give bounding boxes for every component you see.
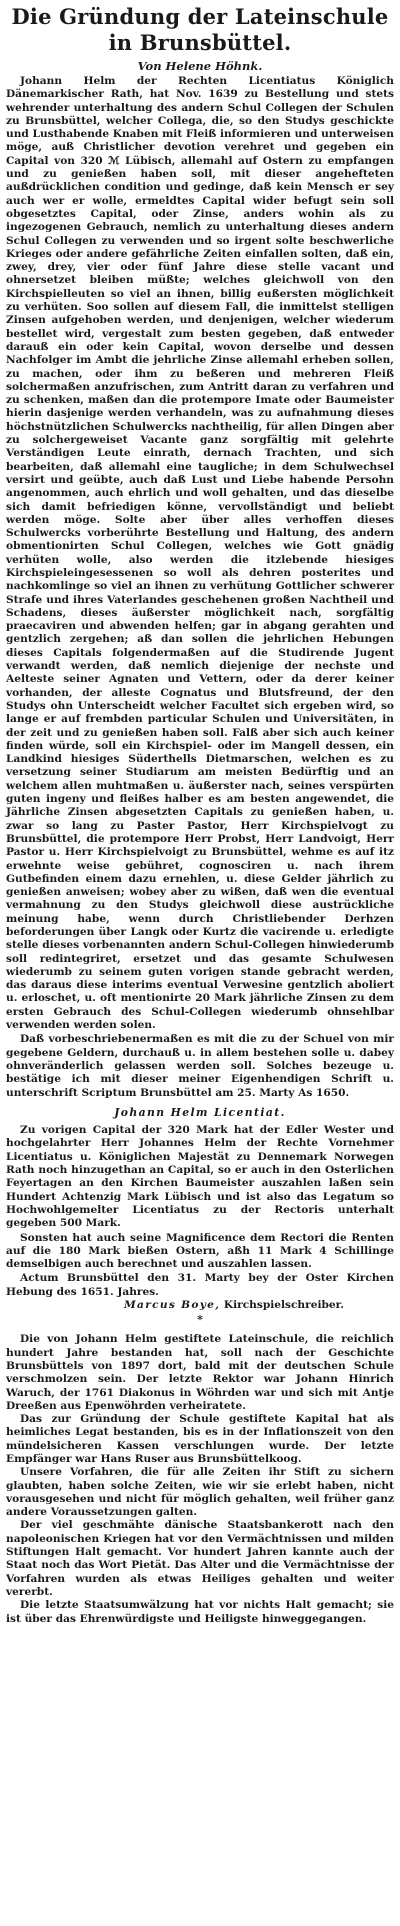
- article-paragraph: Die letzte Staatsumwälzung hat vor nichts Halt gemacht; sie ist über das Ehrenwürdigste und Heiligste hinweggegangen.: [6, 1599, 394, 1625]
- article-title: Die Gründung der Lateinschule in Brunsbüttel.: [11, 4, 389, 55]
- signature-boye-role: Kirchspielschreiber.: [223, 1299, 344, 1312]
- section-separator: *: [197, 1313, 203, 1327]
- article: [6, 4, 394, 1626]
- article-paragraph: Der viel geschmähte dänische Staatsbankerott nach den napoleonischen Kriegen hat vor den Vermächtnissen und milden Stiftungen Halt gemacht. Vor hundert Jahren kannte auch der Staat noch das Wort Pietät. Das Alter und die Vermächtnisse der Vorfahren wurden als etwas Heiliges gehalten und weiter vererbt.: [6, 1519, 394, 1598]
- signature-boye-name: Marcus Boye,: [124, 1299, 221, 1312]
- signature-helm: Johann Helm Licentiat.: [114, 1105, 286, 1119]
- document-paragraph: Sonsten hat auch seine Magnificence dem Rectori die Renten auf die 180 Mark bießen Ostern, aßh 11 Mark 4 Schillinge demselbigen auch berechnet und auszahlen lassen.: [6, 1231, 394, 1271]
- document-paragraph: Johann Helm der Rechten Licentiatus Königlich Dänemarkischer Rath, hat Nov. 1639 zu Bestellung und stets wehrender unterhaltung des andern Schul Collegen der Schulen zu Brunsbüttel, welcher Collega, die, so den Studys geschickte und Lusthabende Knaben mit Fleiß informieren und unterweisen möge, auß Christlicher devotion verehret und gegeben ein Capital von 320 ℳ Lübisch, allemahl auf Ostern zu empfangen und zu genießen haben soll, mit dieser angehefteten außdrücklichen condition und gedinge, daß kein Mensch er sey auch wer er wolle, ermeldtes Capital wider befugt sein soll obgesetztes Capital, oder Zinse, anders wohin als zu ingezogenen Gebrauch, nemlich zu unterhaltung dieses andern Schul Collegen zu verwenden und so irgent solte beschwerliche Krieges oder andere gefährliche Zeiten einfallen solten, daß ein, zwey, drey, vier oder fünf Jahre diese stelle vacant und ohnersetzet bleiben müßte; welches gleichwoll von den Kirchspielleuten so viel an ihnen, billig eußersten möglichkeit zu verhüten. Soo sollen auf diesem Fall, die inmittelst stelligen Zinsen aufgehoben werden, und denjenigen, welcher wiederum bestellet wird, vergestalt zum besten gegeben, daß entweder darauß ein oder kein Capital, wovon derselbe und dessen Nachfolger im Ambt die jehrliche Zinse allemahl erheben sollen, zu machen, oder ihm zu beßeren und mehreren Fleiß solchermaßen anzufrischen, zum Antritt daran zu verfahren und zu schenken, maßen dan die protempore Imate oder Baumeister hierin dasjenige werden verhandeln, was zu aufnahmung dieses höchstnützlichen Schulwercks nachtheilig, für allen Dingen aber zu solchergeweiset Vacante ganz sorgfältig mit gelehrte Verständigen Leute einrath, dernach Trachten, und sich bearbeiten, daß allemahl eine taugliche; in dem Schulwechsel versirt und geübte, auch daß Lust und Liebe habende Persohn angenommen, auch ehrlich und woll gehalten, und das dieselbe sich damit befriedigen könne, vervollständigt und beliebt werden möge. Solte aber über alles verhoffen dieses Schulwercks vorberührte Bestellung und Haltung, des andern obmentionirten Schul Collegen, welches wie Gott gnädig verhüten wolle, also werden die itzlebende hiesiges Kirchspieleingesessenen so woll als dehren posterites und nachkomlinge so viel an ihnen zu verhütung Gottlicher schwerer Strafe und ihres Vaterlandes geschehenen großen Nachtheil und Schadens, dieses äußerster möglichkeit nach, sorgfältig praecaviren und abwenden helfen; gar in abgang gerahten und gentzlich zergehen; aß dan sollen die jehrlichen Hebungen dieses Capitals folgendermaßen auf die Studirende Jugent verwandt werden, daß nemlich diejenige der nechste und Aelteste seiner Agnaten und Vettern, oder da derer keiner vorhanden, der alleste Cognatus und Blutsfreund, der den Studys ohn Unterscheidt welcher Facultet sich ergeben wird, so lange er auf frembden particular Schulen und Universitäten, in der zeit und zu genießen haben soll. Falß aber sich auch keiner finden würde, soll ein Kirchspiel- oder im Mangell dessen, ein Landkind hiesiges Süderthells Dietmarschen, welchen es zu versetzung seiner Studiarum am meisten Bedürftig und an welchem allen muhtmaßen u. äußerster nach, seines verspürten guten ingeny und fleißes halber es am besten angewendet, die Jährliche Zinsen abgesetzten Capitals zu genießen haben, u. zwar so lang zu Paster Pastor, Herr Kirchspielvogt zu Brunsbüttel, die protempore Herr Probst, Herr Landvoigt, Herr Pastor u. Herr Kirchspielvoigt zu Brunsbüttel, wehme es auf itz erwehnte weise gebühret, cognosciren u. nach ihrem Gutbefinden einem dazu ernehlen, u. diese Gelder jährlich zu genießen anweisen; wobey aber zu wißen, daß wen die eventual vermahnung zu den Studys gleichwoll diese austrückliche meinung habe, wenn durch Christliebender Derhzen beforderungen über Langk oder Kurtz die vacirende u. erledigte stelle dieses vorbenannten andern Schul-Collegen hinwiederumb soll redintegriret, ersetzet und das gesamte Schulwesen wiederumb zu seinem guten vorigen stande gebracht werden, das daraus diese interims eventual Verwesine gentzlich aboliert u. erloschet, u. oft mentionirte 20 Mark jährliche Zinsen zu dem ersten Gebrauch des Schul-Collegen wiederumb ohnsehlbar verwenden werden solen.: [6, 75, 394, 1032]
- article-paragraph: Die von Johann Helm gestiftete Lateinschule, die reichlich hundert Jahre bestanden hat, soll nach der Geschichte Brunsbüttels von 1897 dort, bald mit der deutschen Schule verschmolzen sein. Der letzte Rektor war Johann Hinrich Waruch, der 1761 Diakonus in Wöhrden war und sich mit Antje Dreeßen aus Epenwöhrden verheiratete.: [6, 1333, 394, 1412]
- article-paragraph: Das zur Gründung der Schule gestiftete Kapital hat als heimliches Legat bestanden, bis es in der Inflationszeit von den mündelsicheren Kassen verschlungen wurde. Der letzte Empfänger war Hans Ruser aus Brunsbüttelkoog.: [6, 1413, 394, 1465]
- signature-boye: [6, 1299, 394, 1312]
- article-author: Von Helene Höhnk.: [137, 59, 263, 73]
- article-paragraph: Unsere Vorfahren, die für alle Zeiten ihr Stift zu sichern glaubten, haben solche Zeiten, wie wir sie erlebt haben, nicht vorausgesehen und nicht für möglich gehalten, weil früher ganz andere Voraussetzungen galten.: [6, 1466, 394, 1519]
- document-paragraph: Daß vorbeschriebenermaßen es mit die zu der Schuel von mir gegebene Geldern, durchauß u. in allem bestehen solle u. dabey ohnveränderlich gelassen werden soll. Solches bezeuge u. bestätige ich mit dieser meiner Eigenhendigen Schrift u. unterschrift Scriptum Brunsbüttel am 25. Marty As 1650.: [6, 1033, 394, 1099]
- document-paragraph: Actum Brunsbüttel den 31. Marty bey der Oster Kirchen Hebung des 1651. Jahres.: [6, 1272, 394, 1298]
- document-paragraph: Zu vorigen Capital der 320 Mark hat der Edler Wester und hochgelahrter Herr Johannes Helm der Rechte Vornehmer Licentiatus u. Königlichen Majestät zu Dennemark Norwegen Rath noch hinzugethan an Capital, so er auch in den Osterlichen Feyertagen an den Kirchen Baumeister auszahlen laßen sein Hundert Achtenzig Mark Lübisch und ist also das Legatum so Hochwohlgemelter Licentiatus zu der Rectoris unterhalt gegeben 500 Mark.: [6, 1124, 394, 1230]
